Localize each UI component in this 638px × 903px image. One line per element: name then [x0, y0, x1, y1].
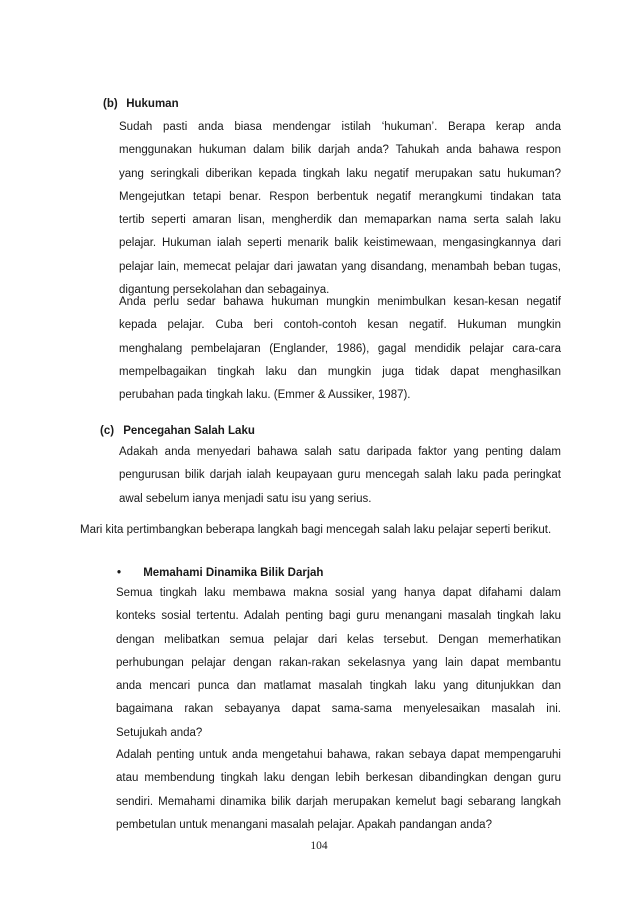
- paragraph-line: atau membendung tingkah laku dengan lebih berkesan dibandingkan dengan guru: [116, 772, 561, 785]
- section-b-title: Hukuman: [126, 98, 179, 110]
- bullet-icon: •: [117, 567, 122, 579]
- paragraph-line: tertib seperti amaran lisan, mengherdik dan memaparkan nama serta salah laku: [119, 214, 561, 227]
- bullet-1-title: Memahami Dinamika Bilik Darjah: [143, 567, 324, 579]
- paragraph-line: kepada pelajar. Cuba beri contoh-contoh kesan negatif. Hukuman mungkin: [119, 319, 561, 332]
- paragraph-line: mempelbagaikan tingkah laku dan mungkin juga tidak dapat menghasilkan: [119, 365, 561, 378]
- section-c-label: (c): [100, 425, 115, 437]
- bullet-1-paragraph-1: [116, 582, 561, 745]
- paragraph-line: Mengejutkan tetapi benar. Respon berbentuk negatif merangkumi tindakan tata: [119, 190, 561, 203]
- paragraph-line: bagaimana rakan sebayanya dapat sama-sama menyelesaikan masalah ini.: [116, 703, 561, 716]
- paragraph-line: menghalang pembelajaran (Englander, 1986), gagal mendidik pelajar cara-cara: [119, 342, 561, 355]
- paragraph-line: Setujukah anda?: [116, 726, 203, 739]
- paragraph-line: yang seringkali diberikan kepada tingkah laku negatif merupakan satu hukuman?: [119, 167, 561, 180]
- paragraph-line: konteks sosial tertentu. Adalah penting bagi guru menangani masalah tingkah laku: [116, 610, 561, 623]
- paragraph-line: awal sebelum ianya menjadi satu isu yang serius.: [119, 492, 372, 505]
- section-c-heading: [100, 424, 255, 439]
- paragraph-line: Sudah pasti anda biasa mendengar istilah ‘hukuman’. Berapa kerap anda: [119, 121, 561, 133]
- section-b-paragraph-1: [119, 116, 561, 302]
- paragraph-line: sendiri. Memahami dinamika bilik darjah merupakan kemelut bagi sebarang langkah: [116, 795, 561, 808]
- paragraph-line: Adalah penting untuk anda mengetahui bahawa, rakan sebaya dapat mempengaruhi: [116, 749, 561, 761]
- paragraph-line: perubahan pada tingkah laku. (Emmer & Aussiker, 1987).: [119, 389, 411, 402]
- paragraph-line: Anda perlu sedar bahawa hukuman mungkin menimbulkan kesan-kesan negatif: [119, 296, 561, 308]
- paragraph-line: perhubungan pelajar dengan rakan-rakan sekelasnya yang lain dapat membantu: [116, 656, 561, 669]
- paragraph-line: dengan melibatkan semua pelajar dari kelas tersebut. Dengan memerhatikan: [116, 633, 561, 646]
- paragraph-line: digantung persekolahan dan sebagainya.: [119, 284, 330, 297]
- bullet-1-paragraph-2: [116, 744, 561, 837]
- section-c-paragraph: [119, 441, 561, 511]
- section-b-heading: [103, 97, 179, 112]
- page-number: 104: [310, 840, 328, 852]
- paragraph-line: pelajar lain, memecat pelajar dari jawatan yang disandang, menambah beban tugas,: [119, 260, 561, 273]
- paragraph-line: pelajar. Hukuman ialah seperti menarik balik keistimewaan, mengasingkannya dari: [119, 237, 561, 250]
- bullet-1-heading: [117, 566, 323, 581]
- paragraph-line: pengurusan bilik darjah ialah keupayaan guru mencegah salah laku pada peringkat: [119, 469, 561, 482]
- paragraph-line: pembetulan untuk menangani masalah pelajar. Apakah pandangan anda?: [116, 818, 492, 831]
- section-c-title: Pencegahan Salah Laku: [123, 425, 255, 437]
- paragraph-line: Adakah anda menyedari bahawa salah satu daripada faktor yang penting dalam: [119, 446, 561, 458]
- paragraph-line: menggunakan hukuman dalam bilik darjah anda? Tahukah anda bahawa respon: [119, 144, 561, 157]
- paragraph-line: Semua tingkah laku membawa makna sosial yang hanya dapat difahami dalam: [116, 587, 561, 599]
- paragraph-line: anda mencari punca dan matlamat masalah tingkah laku yang ditunjukkan dan: [116, 680, 561, 693]
- section-b-label: (b): [103, 98, 118, 110]
- section-b-paragraph-2: [119, 291, 561, 407]
- intro-sentence: Mari kita pertimbangkan beberapa langkah bagi mencegah salah laku pelajar seperti berikut.: [80, 524, 552, 536]
